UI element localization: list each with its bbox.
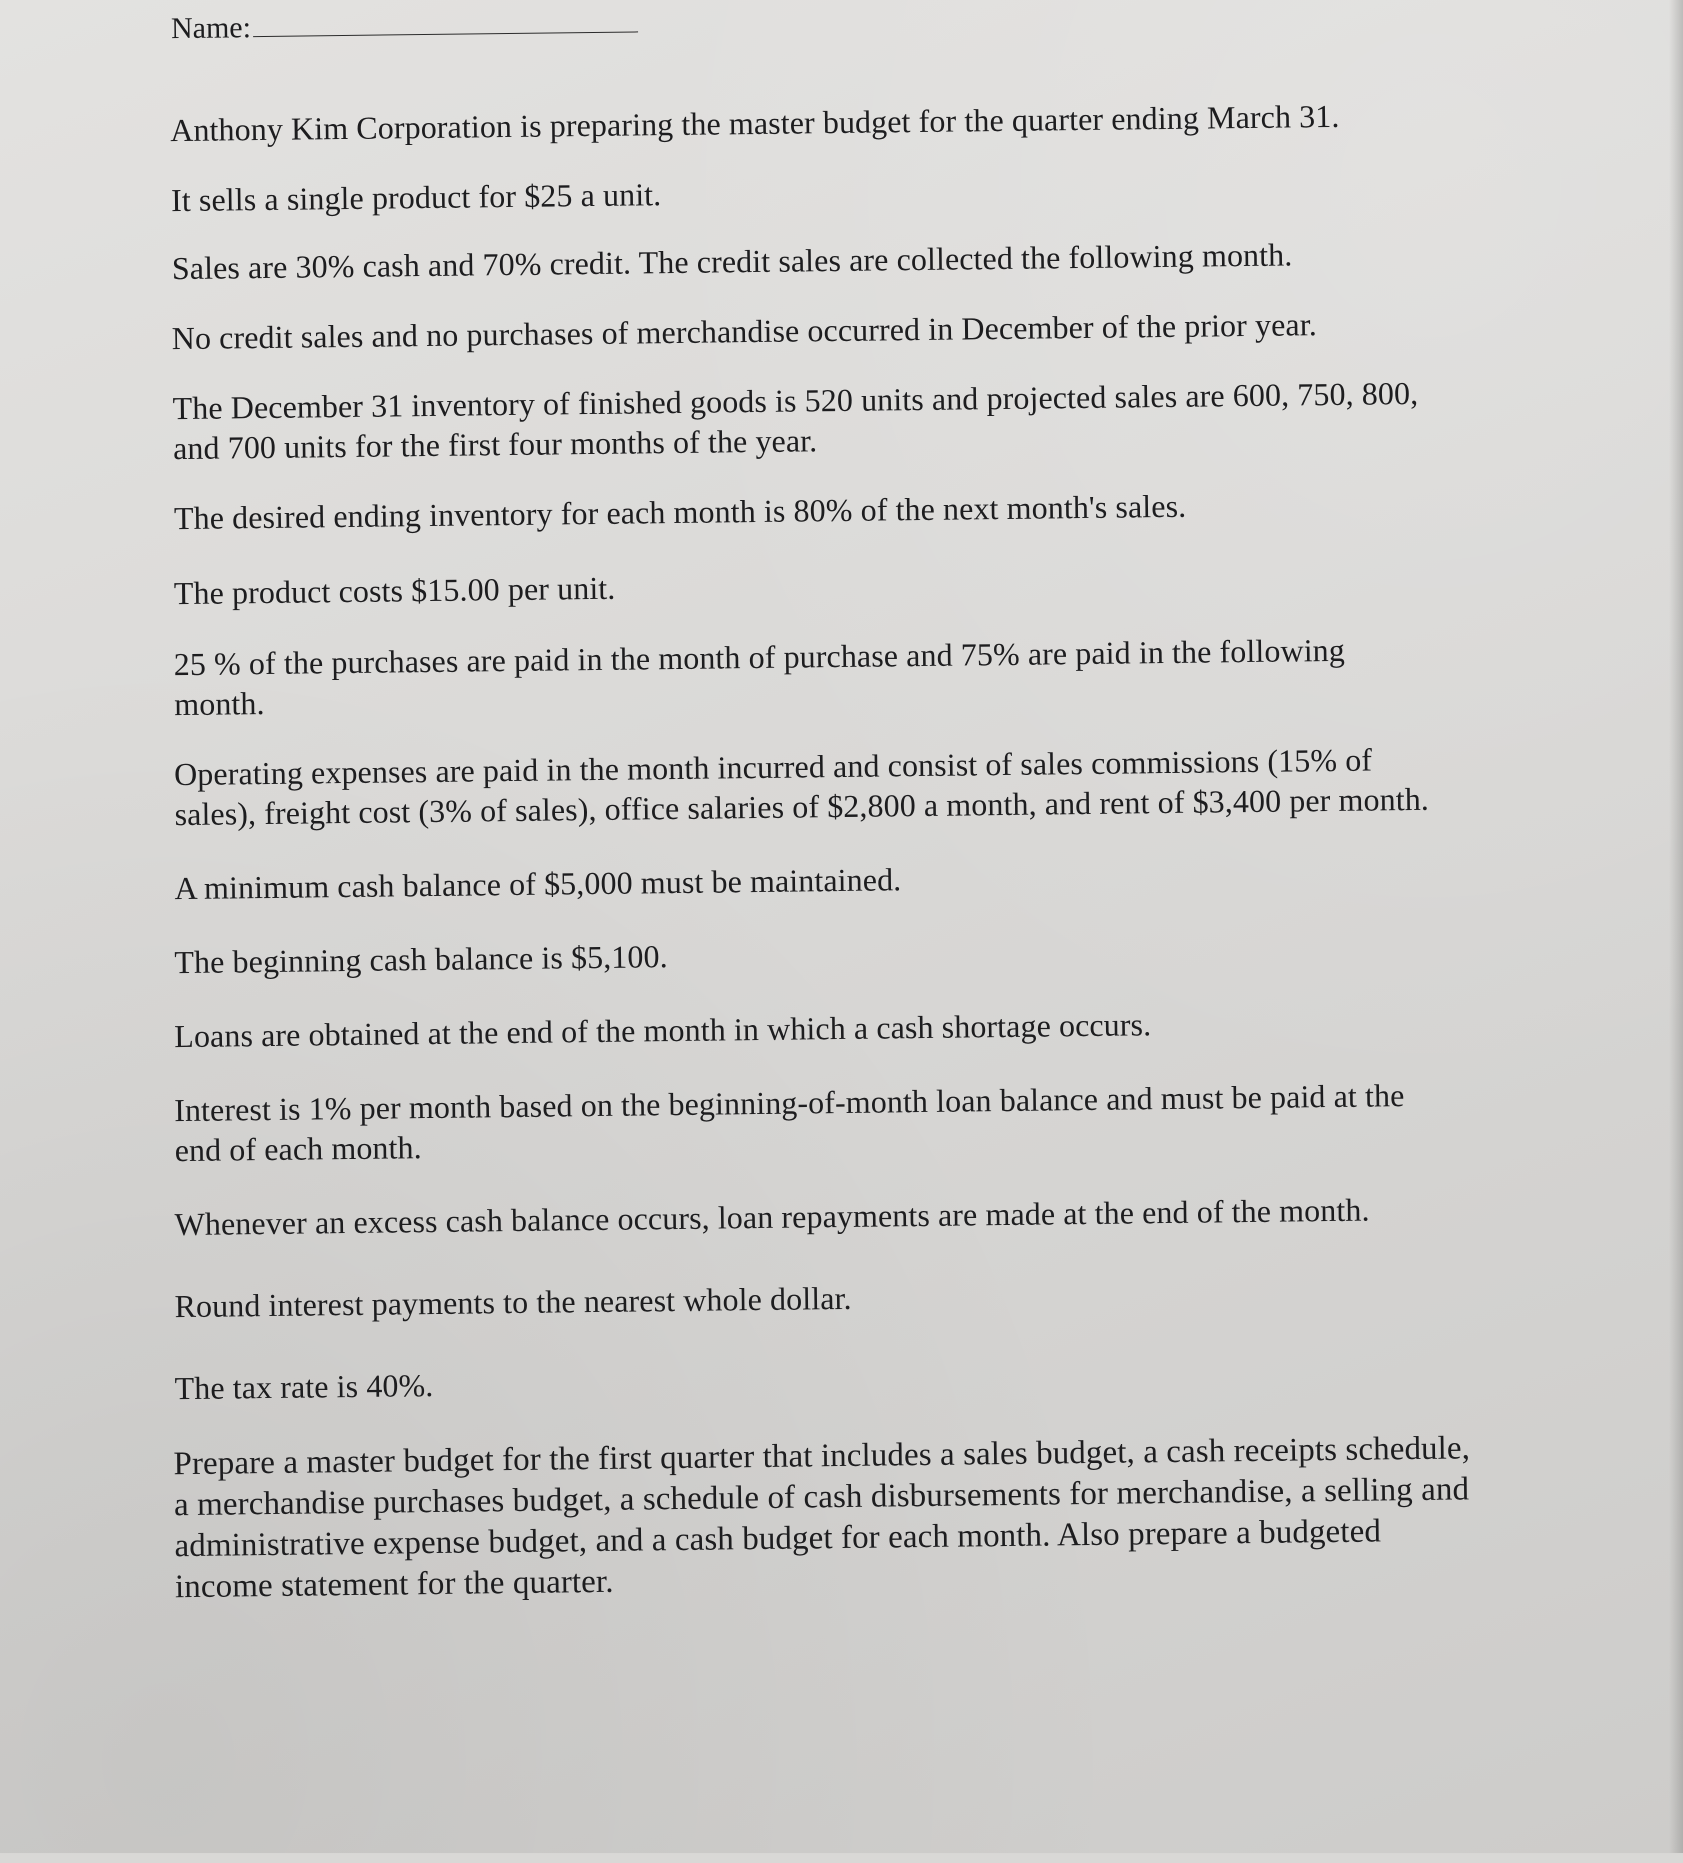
- product-price: It sells a single product for $25 a unit.: [170, 176, 662, 219]
- tax-rate: The tax rate is 40%.: [174, 1367, 434, 1407]
- instructions-line1: Prepare a master budget for the first quarter that includes a sales budget, a cash receipts schedule,: [173, 1430, 1471, 1483]
- prior-december-note: No credit sales and no purchases of merchandise occurred in December of the prior year.: [171, 306, 1318, 357]
- instructions-line4: income statement for the quarter.: [174, 1563, 614, 1606]
- name-field: [171, 4, 638, 48]
- beginning-cash: The beginning cash balance is $5,100.: [174, 938, 668, 981]
- instructions-line2: a merchandise purchases budget, a schedule of cash disbursements for merchandise, a selling and: [173, 1471, 1470, 1524]
- inventory-and-sales-line1: The December 31 inventory of finished goods is 520 units and projected sales are 600, 750, 800,: [172, 374, 1419, 427]
- ending-inventory-policy: The desired ending inventory for each month is 80% of the next month's sales.: [173, 487, 1187, 537]
- unit-cost: The product costs $15.00 per unit.: [173, 569, 616, 612]
- operating-expenses-line1: Operating expenses are paid in the month incurred and consist of sales commissions (15% of: [173, 741, 1373, 793]
- interest-policy-line2: end of each month.: [174, 1129, 422, 1169]
- name-label: Name:: [170, 11, 252, 46]
- operating-expenses-line2: sales), freight cost (3% of sales), office salaries of $2,800 a month, and rent of $3,400 per month.: [174, 780, 1430, 833]
- minimum-cash: A minimum cash balance of $5,000 must be maintained.: [174, 861, 902, 907]
- inventory-and-sales-line2: and 700 units for the first four months of the year.: [172, 422, 818, 467]
- rounding-note: Round interest payments to the nearest whole dollar.: [174, 1279, 852, 1325]
- sales-terms: Sales are 30% cash and 70% credit. The credit sales are collected the following month.: [171, 236, 1293, 287]
- purchase-payment-line1: 25 % of the purchases are paid in the month of purchase and 75% are paid in the following: [173, 631, 1346, 683]
- instructions-line3: administrative expense budget, and a cash budget for each month. Also prepare a budgeted: [174, 1513, 1382, 1565]
- problem-intro: Anthony Kim Corporation is preparing the master budget for the quarter ending March 31.: [170, 97, 1340, 149]
- name-blank-line: [253, 7, 638, 37]
- interest-policy-line1: Interest is 1% per month based on the beginning-of-month loan balance and must be paid at the: [173, 1077, 1405, 1129]
- repayment-policy: Whenever an excess cash balance occurs, loan repayments are made at the end of the month.: [174, 1191, 1370, 1243]
- purchase-payment-line2: month.: [174, 685, 265, 723]
- loan-policy: Loans are obtained at the end of the month in which a cash shortage occurs.: [174, 1006, 1152, 1055]
